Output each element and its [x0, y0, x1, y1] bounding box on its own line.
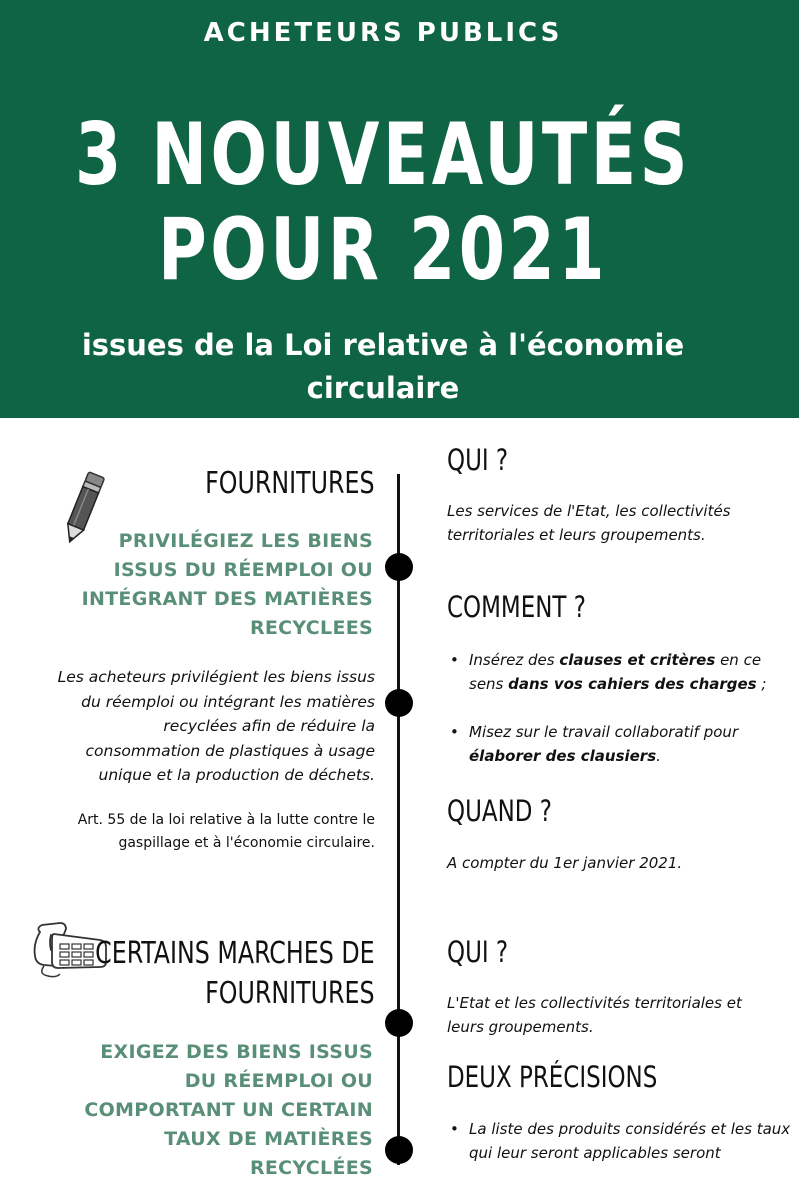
- header-banner: [0, 0, 799, 418]
- timeline-dot: [385, 1009, 413, 1037]
- section2-highlight: EXIGEZ DES BIENS ISSUS DU RÉEMPLOI OU COMPORTANT UN CERTAIN TAUX DE MATIÈRES RECYCLÉES: [84, 1041, 373, 1179]
- timeline-dot: [385, 689, 413, 717]
- subtitle: issues de la Loi relative à l'économie circulaire: [81, 328, 685, 405]
- section2-qui-text: L'Etat et les collectivités territoriales et leurs groupements.: [447, 994, 742, 1036]
- kicker: ACHETEURS PUBLICS: [203, 18, 563, 48]
- section2-heading-line1: CERTAINS MARCHES DE: [95, 936, 375, 971]
- section1-comment-list: [447, 648, 799, 792]
- section1-quand-heading: QUAND ?: [447, 794, 552, 828]
- section1-description: Les acheteurs privilégient les biens issus du réemploi ou intégrant les matières recyclées afin de réduire la consommation de plastiques à usage unique et la production de déchets.: [57, 668, 375, 784]
- section1-highlight: PRIVILÉGIEZ LES BIENS ISSUS DU RÉEMPLOI OU INTÉGRANT DES MATIÈRES RECYCLEES: [81, 530, 373, 639]
- section2-precisions-list: [447, 1117, 799, 1165]
- timeline-dot: [385, 553, 413, 581]
- title-line-2: POUR 2021: [158, 200, 608, 300]
- section1-quand-text: A compter du 1er janvier 2021.: [447, 854, 683, 872]
- section2-qui-heading: QUI ?: [447, 935, 509, 969]
- timeline-dot: [385, 1136, 413, 1164]
- section1-qui-text: Les services de l'Etat, les collectivités territoriales et leurs groupements.: [447, 502, 731, 544]
- list-item: • Insérez des clauses et critères en ce sens dans vos cahiers des charges ;: [469, 648, 799, 696]
- section1-heading: FOURNITURES: [205, 466, 375, 501]
- section2-heading-line2: FOURNITURES: [205, 976, 375, 1011]
- section1-comment-heading: COMMENT ?: [447, 590, 586, 624]
- section1-qui-heading: QUI ?: [447, 443, 509, 477]
- title-line-1: 3 NOUVEAUTÉS: [74, 105, 691, 205]
- section2-precisions-heading: DEUX PRÉCISIONS: [447, 1060, 658, 1094]
- list-item: • La liste des produits considérés et les taux qui leur seront applicables seront: [469, 1117, 799, 1165]
- list-item: • Misez sur le travail collaboratif pour élaborer des clausiers.: [469, 720, 799, 768]
- section1-article: Art. 55 de la loi relative à la lutte contre le gaspillage et à l'économie circulaire.: [77, 812, 375, 851]
